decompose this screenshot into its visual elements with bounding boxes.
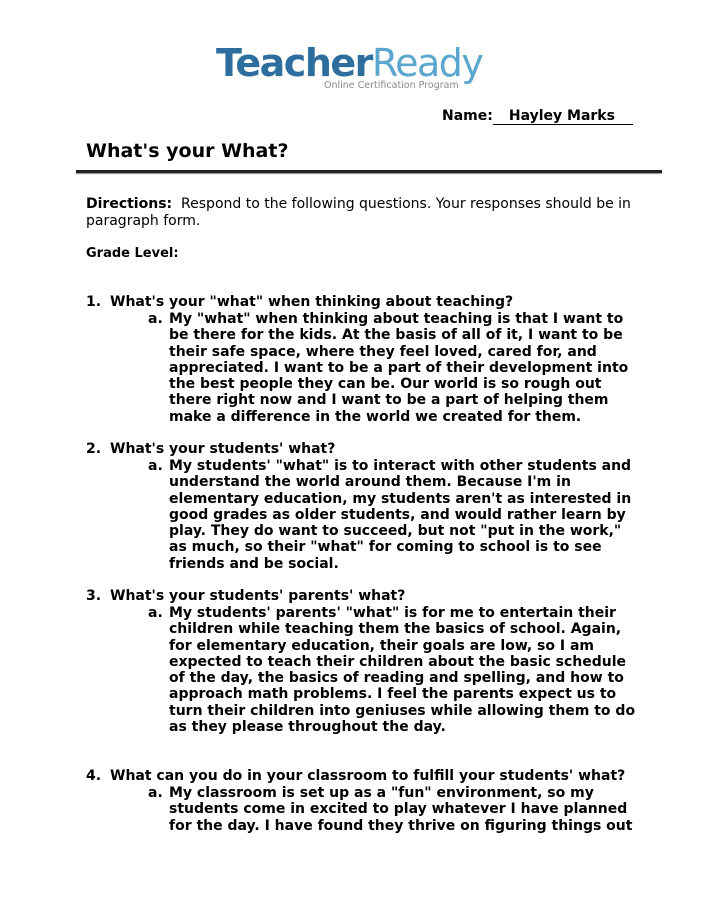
directions-text: Respond to the following questions. Your responses should be in paragraph form.: [86, 196, 631, 229]
question-1: [86, 294, 513, 310]
answer-text: My students' "what" is to interact with other students and understand the world around them. Because I'm in elementary education, my students aren't as interested in good grades as older students, and would rather learn by play. They do want to succeed, but not "put in the work," as much, so their "what" for coming to school is to see friends and be social.: [169, 458, 632, 572]
logo-word-teacher: Teacher: [216, 41, 372, 85]
name-label: Name:: [442, 108, 493, 124]
question-4: [86, 768, 625, 784]
answer-text: My classroom is set up as a "fun" environment, so my students come in excited to play whatever I have planned for the day. I have found they thrive on figuring things out: [169, 785, 633, 834]
question-number: 3.: [86, 588, 102, 604]
logo-subtitle: Online Certification Program: [324, 80, 459, 91]
answer-letter: a.: [148, 785, 163, 801]
page-title: What's your What?: [86, 140, 289, 162]
question-number: 1.: [86, 294, 102, 310]
answer-letter: a.: [148, 605, 163, 621]
question-3: [86, 588, 405, 604]
answer-text: My students' parents' "what" is for me to entertain their children while teaching them the basics of school. Again, for elementary education, their goals are low, so I am expected to teach their children about the basic schedule of the day, the basics of reading and spelling, and how to approach math problems. I feel the parents expect us to turn their children into geniuses while allowing them to do as they please throughout the day.: [169, 605, 636, 736]
logo-word-ready: Ready: [371, 41, 483, 85]
answer-letter: a.: [148, 311, 163, 327]
question-text: What's your "what" when thinking about teaching?: [110, 294, 514, 310]
question-number: 2.: [86, 441, 102, 457]
grade-level-label: Grade Level:: [86, 246, 179, 261]
title-divider: [76, 170, 662, 173]
question-text: What's your students' parents' what?: [110, 588, 406, 604]
question-text: What can you do in your classroom to fulfill your students' what?: [110, 768, 626, 784]
name-value: Hayley Marks: [493, 108, 633, 125]
question-text: What's your students' what?: [110, 441, 336, 457]
question-number: 4.: [86, 768, 102, 784]
question-2: [86, 441, 335, 457]
teacher-ready-logo: [216, 40, 506, 100]
directions-label: Directions:: [86, 196, 173, 212]
answer-letter: a.: [148, 458, 163, 474]
name-line: [442, 108, 633, 125]
directions: [86, 196, 646, 230]
answer-text: My "what" when thinking about teaching is that I want to be there for the kids. At the basis of all of it, I want to be their safe space, where they feel loved, cared for, and appreciated. I want to be a part of their development into the best people they can be. Our world is so rough out there right now and I want to be a part of helping them make a difference in the world we created for them.: [169, 311, 629, 425]
